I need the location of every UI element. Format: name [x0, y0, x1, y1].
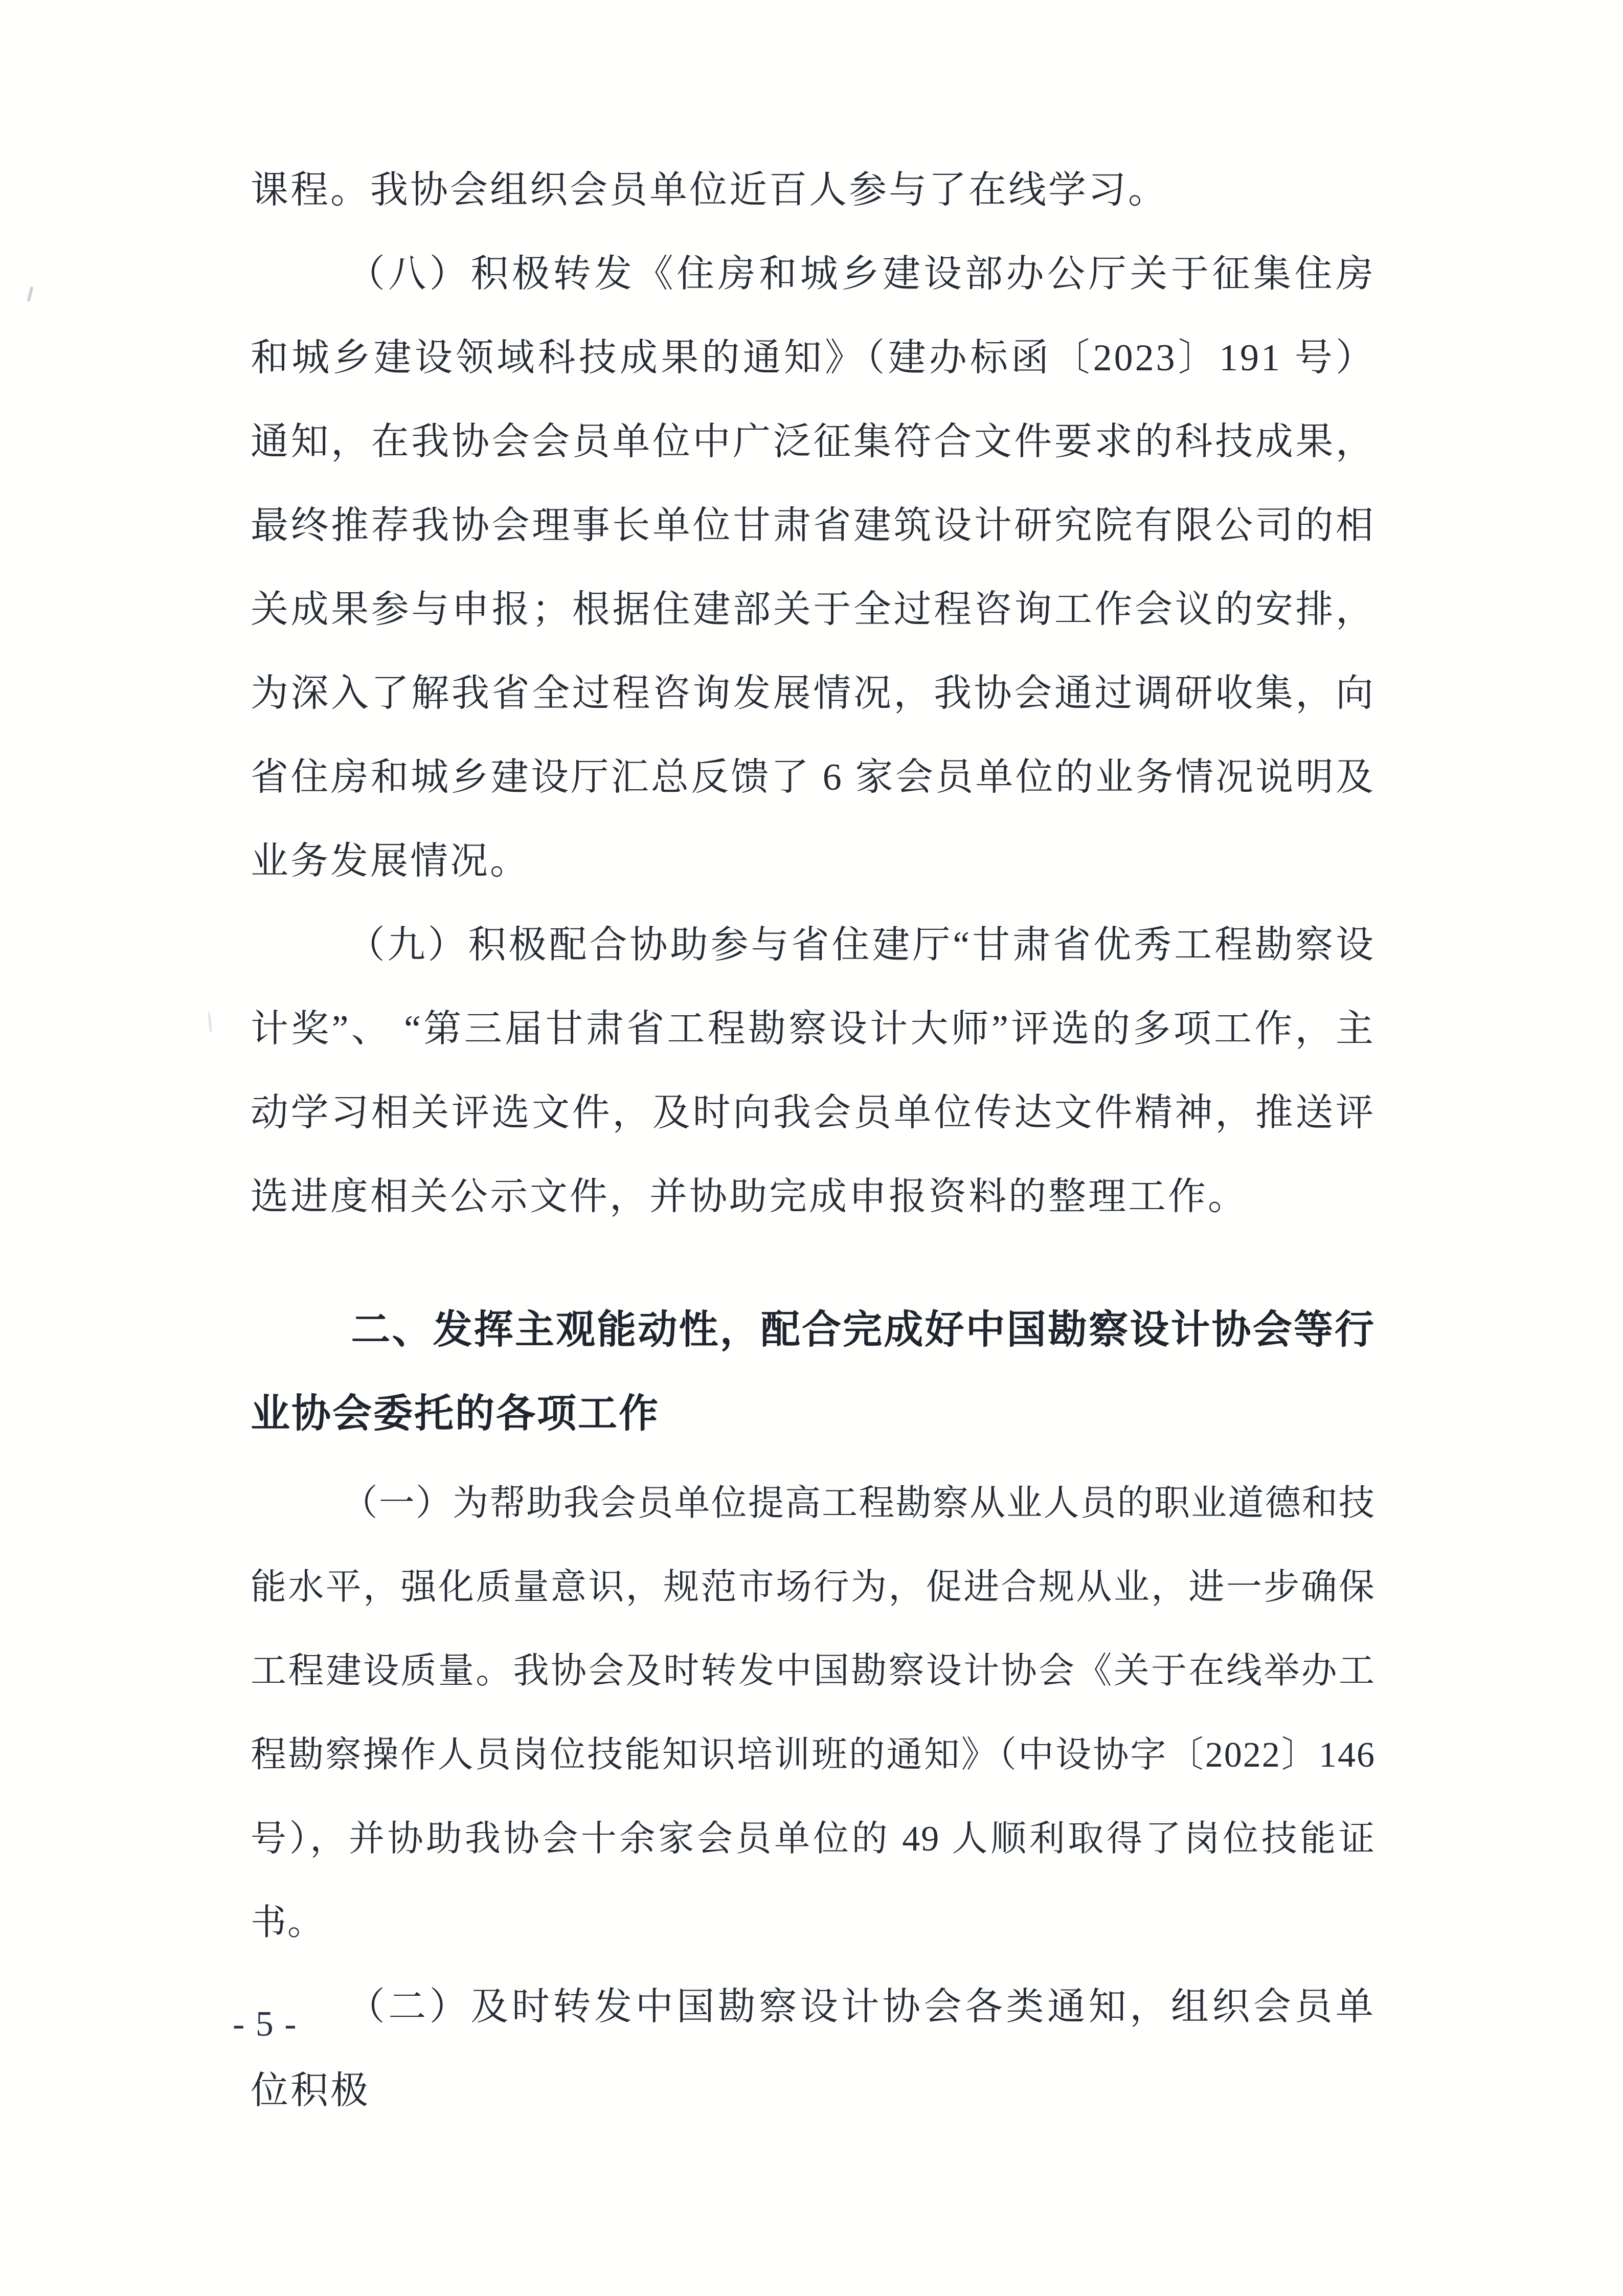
- paragraph-item-8: （八）积极转发《住房和城乡建设部办公厅关于征集住房和城乡建设领域科技成果的通知》（建办标函〔2023〕191 号）通知，在我协会会员单位中广泛征集符合文件要求的科技成果，最终推荐我协会理事长单位甘肃省建筑设计研究院有限公司的相关成果参与申报；根据住建部关于全过程咨询工作会议的安排，为深入了解我省全过程咨询发展情况，我协会通过调研收集，向省住房和城乡建设厅汇总反馈了 6 家会员单位的业务情况说明及业务发展情况。: [251, 253, 1376, 882]
- page-number: - 5 -: [233, 2004, 298, 2044]
- scan-artifact: [208, 1012, 212, 1033]
- section-heading: 二、发挥主观能动性，配合完成好中国勘察设计协会等行业协会委托的各项工作: [251, 1308, 1376, 1436]
- paragraph-item-2: （二）及时转发中国勘察设计协会各类通知，组织会员单位积极: [251, 1986, 1376, 2112]
- paragraph-item-1: （一）为帮助我会员单位提高工程勘察从业人员的职业道德和技能水平，强化质量意识，规范市场行为，促进合规从业，进一步确保工程建设质量。我协会及时转发中国勘察设计协会《关于在线举办工程勘察操作人员岗位技能知识培训班的通知》（中设协字〔2022〕146 号），并协助我协会十余家会员单位的 49 人顺利取得了岗位技能证书。: [251, 1484, 1376, 1943]
- paragraph-item-9: （九）积极配合协助参与省住建厅“甘肃省优秀工程勘察设计奖”、 “第三届甘肃省工程勘察设计大师”评选的多项工作，主动学习相关评选文件，及时向我会员单位传达文件精神，推送评选进度相关公示文件，并协助完成申报资料的整理工作。: [251, 924, 1376, 1218]
- document-body: [251, 148, 1376, 2133]
- paragraph-continuation: 课程。我协会组织会员单位近百人参与了在线学习。: [251, 169, 1168, 211]
- scan-artifact: [27, 286, 33, 302]
